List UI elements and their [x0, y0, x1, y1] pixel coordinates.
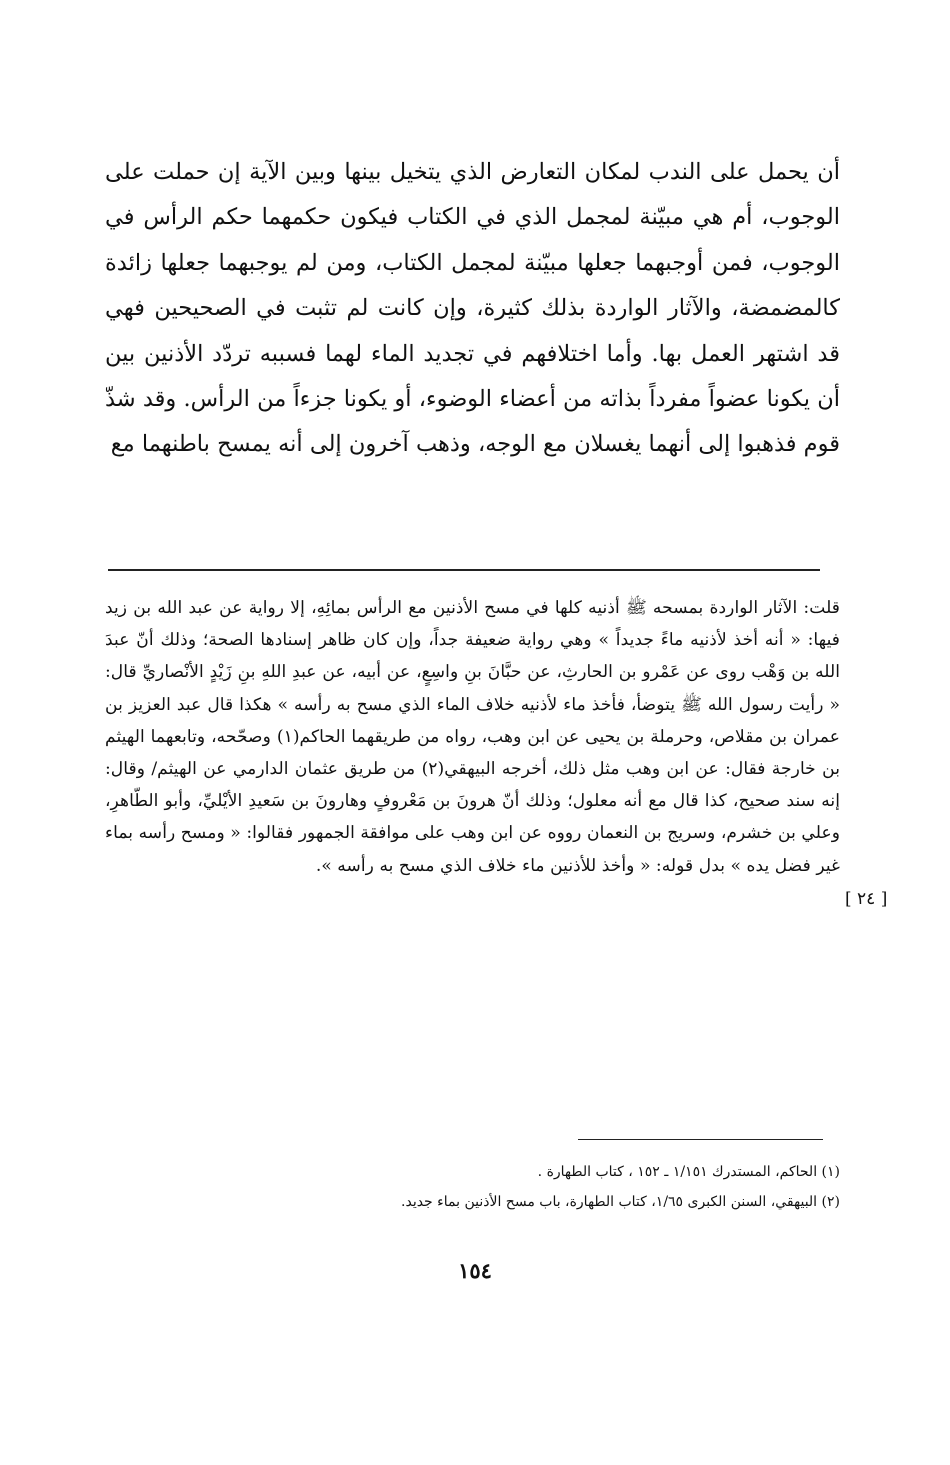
- commentary-paragraph: قلت: الآثار الواردة بمسحه ﷺ أذنيه كلها في مسح الأذنين مع الرأس بمائِهِ، إلا رواية عن عبد الله بن زيد فيها: « أنه أخذ لأذنيه ماءً جديداً » وهي رواية ضعيفة جداً، وإن كان ظاهر إسنادها الصحة؛ وذلك أنّ عبدَ الله بن وَهْب روى عن عَمْرو بن الحارثِ، عن حبَّانَ بنِ واسِعٍ، عن أبيه، عن عبدِ اللهِ بنِ زَيْدٍ الأنْصاريِّ قال: « رأيت رسول الله ﷺ يتوضأ، فأخذ ماء لأذنيه خلاف الماء الذي مسح به رأسه » هكذا قال عبد العزيز بن عمران بن مقلاص، وحرملة بن يحيى عن ابن وهب، رواه من طريقهما الحاكم(١) وصحّحه، وتابعهما الهيثم بن خارجة فقال: عن ابن وهب مثل ذلك، أخرجه البيهقي(٢) من طريق عثمان الدارمي عن الهيثم/ وقال: إنه سند صحيح، كذا قال مع أنه معلول؛ وذلك أنّ هرونَ بن مَعْروفٍ وهارونَ بن سَعيدِ الأيْليِّ، وأبو الطّاهرِ، وعلي بن خشرم، وسريج بن النعمان رووه عن ابن وهب على موافقة الجمهور فقالوا: « ومسح رأسه بماء غير فضل يده » بدل قوله: « وأخذ للأذنين ماء خلاف الذي مسح به رأسه ».: [105, 598, 840, 876]
- commentary-block: [105, 592, 840, 882]
- footnote-divider: [578, 1139, 823, 1140]
- footnotes-block: [230, 1157, 840, 1217]
- footnote-1: (١) الحاكم، المستدرك ١/١٥١ ـ ١٥٢ ، كتاب الطهارة .: [537, 1164, 840, 1180]
- main-text-block: [105, 150, 840, 468]
- footnote-2: (٢) البيهقي، السنن الكبرى ١/٦٥، كتاب الطهارة، باب مسح الأذنين بماء جديد.: [401, 1194, 840, 1210]
- page-number: ١٥٤: [458, 1258, 492, 1283]
- section-divider: [108, 569, 820, 571]
- main-paragraph: أن يحمل على الندب لمكان التعارض الذي يتخيل بينها وبين الآية إن حملت على الوجوب، أم هي مبيّنة لمجمل الذي في الكتاب فيكون حكمهما حكم الرأس في الوجوب، فمن أوجبهما جعلها مبيّنة لمجمل الكتاب، ومن لم يوجبهما جعلها زائدة كالمضمضة، والآثار الواردة بذلك كثيرة، وإن كانت لم تثبت في الصحيحين فهي قد اشتهر العمل بها. وأما اختلافهم في تجديد الماء لهما فسببه تردّد الأذنين بين أن يكونا عضواً مفرداً بذاته من أعضاء الوضوء، أو يكونا جزءاً من الرأس. وقد شذّ قوم فذهبوا إلى أنهما يغسلان مع الوجه، وذهب آخرون إلى أنه يمسح باطنهما مع: [105, 159, 840, 458]
- margin-reference: [ ٢٤ ]: [845, 889, 888, 909]
